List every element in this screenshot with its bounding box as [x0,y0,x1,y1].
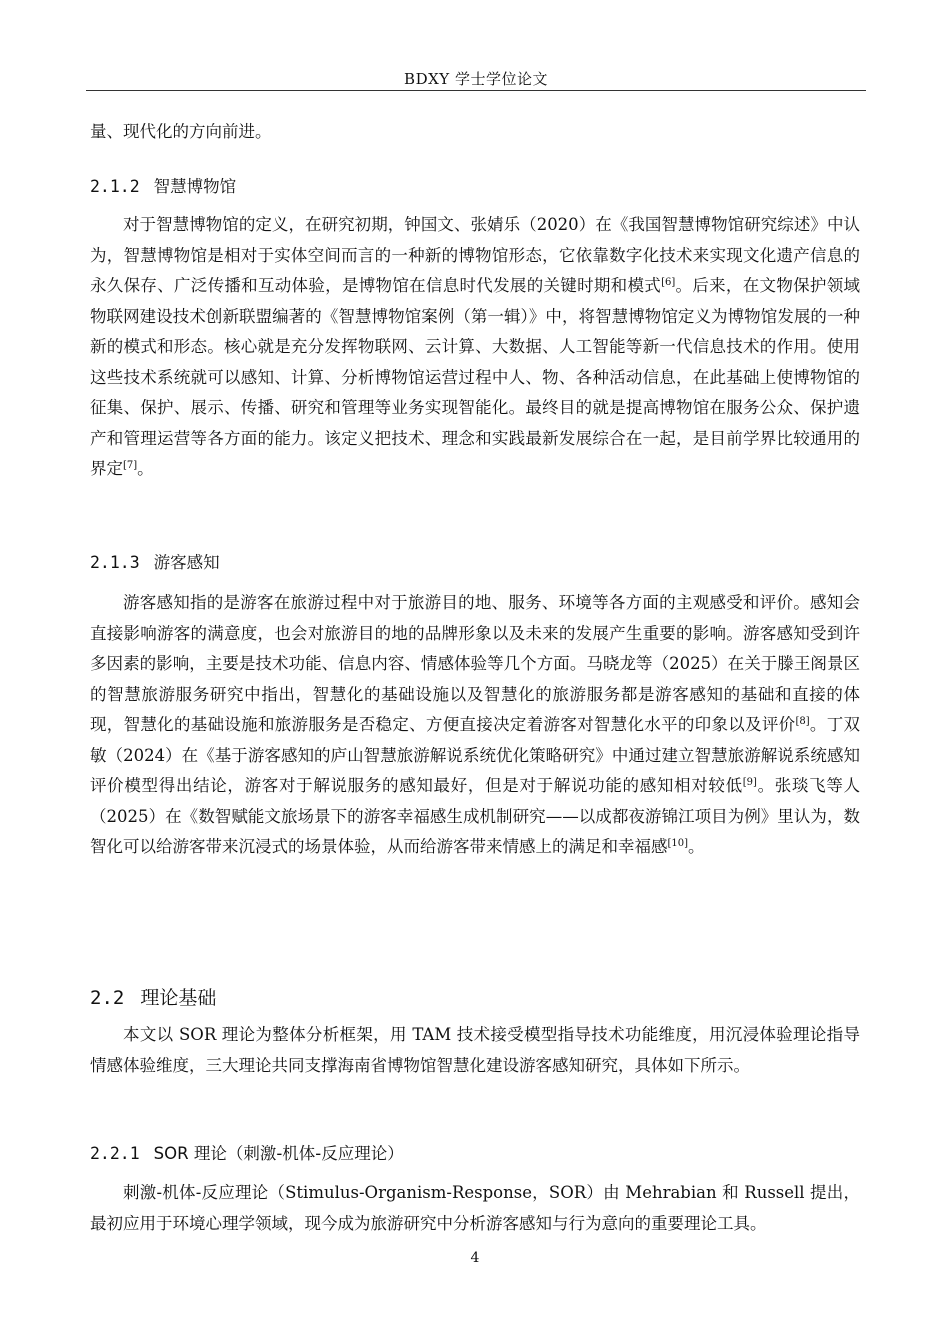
running-header: BDXY 学士学位论文 [404,70,548,88]
paragraph-sor-theory: 刺激-机体-反应理论（Stimulus-Organism-Response，SOR）由 Mehrabian 和 Russell 提出，最初应用于环境心理学领域，现今成为旅游研究中分析游客感知与行为意向的重要理论工具。 [90,1183,860,1233]
paragraph-theory-overview: 本文以 SOR 理论为整体分析框架，用 TAM 技术接受模型指导技术功能维度，用沉浸体验理论指导情感体验维度，三大理论共同支撑海南省博物馆智慧化建设游客感知研究，具体如下所示。 [90,1025,860,1075]
citation-ref: [8] [795,716,810,727]
section-number: 2.2.1 [90,1144,140,1163]
citation-ref: [10] [667,838,689,849]
citation-ref: [7] [123,460,138,471]
section-heading-2-2-1 [90,1140,404,1164]
paragraph-text: 对于智慧博物馆的定义，在研究初期，钟国文、张婧乐（2020）在《我国智慧博物馆研究综述》中认为，智慧博物馆是相对于实体空间而言的一种新的博物馆形态，它依靠数字化技术来实现文化遗产信息的永久保存、广泛传播和互动体验，是博物馆在信息时代发展的关键时期和模式 [90,215,860,295]
paragraph-text: 。张琰飞等人（2025）在《数智赋能文旅场景下的游客幸福感生成机制研究——以成都夜游锦江项目为例》里认为，数智化可以给游客带来沉浸式的场景体验，从而给游客带来情感上的满足和幸福感 [90,776,861,856]
section-heading-2-1-2 [90,173,236,197]
citation-ref: [6] [661,277,676,288]
section-heading-2-1-3 [90,549,220,573]
section-title: SOR 理论（刺激-机体-反应理论） [153,1144,404,1163]
page-number: 4 [470,1250,480,1266]
paragraph-tourist-perception [90,588,860,863]
paragraph-text: 。丁双敏（2024）在《基于游客感知的庐山智慧旅游解说系统优化策略研究》中通过建立智慧旅游解说系统感知评价模型得出结论，游客对于解说服务的感知最好，但是对于解说功能的感知相对较低 [90,715,861,795]
section-number: 2.1.2 [90,177,140,196]
paragraph-text: 。 [688,837,705,856]
paragraph-smart-museum-definition [90,210,860,485]
paragraph-text: 。 [137,459,154,478]
section-number: 2.1.3 [90,553,140,572]
section-heading-2-2 [90,983,216,1010]
section-number: 2.2 [90,987,125,1009]
paragraph-text: 。后来，在文物保护领域物联网建设技术创新联盟编著的《智慧博物馆案例（第一辑）》中，将智慧博物馆定义为博物馆发展的一种新的模式和形态。核心就是充分发挥物联网、云计算、大数据、人工智能等新一代信息技术的作用。使用这些技术系统就可以感知、计算、分析博物馆运营过程中人、物、各种活动信息，在此基础上使博物馆的征集、保护、展示、传播、研究和管理等业务实现智能化。最终目的就是提高博物馆在服务公众、保护遗产和管理运营等各方面的能力。该定义把技术、理念和实践最新发展综合在一起，是目前学界比较通用的界定 [90,276,861,478]
header-divider [86,90,866,91]
section-title: 智慧博物馆 [153,177,237,196]
section-title: 游客感知 [153,553,220,572]
citation-ref: [9] [742,777,757,788]
paragraph-text: 游客感知指的是游客在旅游过程中对于旅游目的地、服务、环境等各方面的主观感受和评价。感知会直接影响游客的满意度，也会对旅游目的地的品牌形象以及未来的发展产生重要的影响。游客感知受到许多因素的影响，主要是技术功能、信息内容、情感体验等几个方面。马晓龙等（2025）在关于滕王阁景区的智慧旅游服务研究中指出，智慧化的基础设施以及智慧化的旅游服务都是游客感知的基础和直接的体现，智慧化的基础设施和旅游服务是否稳定、方便直接决定着游客对智慧化水平的印象以及评价 [90,593,860,734]
section-title: 理论基础 [140,987,217,1009]
paragraph-continuation: 量、现代化的方向前进。 [90,122,272,141]
